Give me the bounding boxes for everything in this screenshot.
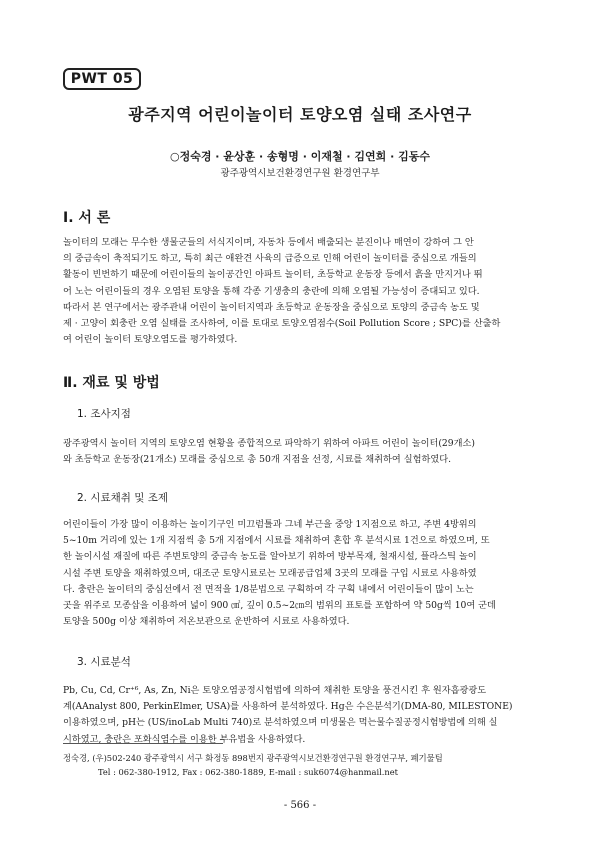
paragraph-line: 시설 주변 토양을 채취하였으며, 대조군 토양시료로는 모래공급업체 3곳의 모래를 구입 시료로 사용하였	[63, 567, 477, 579]
footnote-address: 정숙경, (우)502-240 광주광역시 서구 화정동 898번지 광주광역시보건환경연구원 환경연구부, 폐기물팀	[63, 753, 443, 763]
paragraph-line: 토양을 500g 이상 채취하여 저온보관으로 운반하여 시료로 사용하였다.	[63, 616, 350, 628]
subsection-heading-sampling: 2. 시료채취 및 조제	[77, 492, 169, 504]
subsection-heading-analysis: 3. 시료분석	[77, 656, 131, 668]
paragraph-line: 따라서 본 연구에서는 광주관내 어린이 놀이터지역과 초등학교 운동장을 중심으로 토양의 중금속 농도 및	[63, 301, 480, 313]
paragraph-line: 어 노는 어린이들의 경우 오염된 토양을 통해 각종 기생충의 충란에 의해 오염될 가능성이 증대되고 있다.	[63, 285, 480, 297]
paragraph-line: 다. 충란은 놀이터의 중심선에서 전 면적을 1/8분법으로 구획하여 각 구획 내에서 어린이들이 많이 노는	[63, 583, 474, 595]
paragraph-line: 놀이터의 모래는 무수한 생물군들의 서식지이며, 자동차 등에서 배출되는 분진이나 매연이 강하여 그 안	[63, 237, 474, 248]
introduction-paragraph	[63, 235, 537, 348]
footnote-divider	[63, 743, 223, 744]
page-number: - 566 -	[283, 800, 317, 811]
section-heading-introduction: Ⅰ. 서 론	[63, 210, 111, 226]
author-list: ○정숙경 · 윤상훈 · 송형명 · 이재철 · 김연희 · 김동수	[169, 150, 431, 163]
affiliation: 광주광역시보건환경연구원 환경연구부	[220, 168, 380, 179]
paragraph-line: 여 어린이 놀이터 토양오염도를 평가하였다.	[63, 334, 238, 346]
footnote-contact: Tel : 062-380-1912, Fax : 062-380-1889, E-mail : suk6074@hanmail.net	[98, 767, 398, 777]
paragraph-line: 시하였고, 충란은 포화식염수를 이용한 부유법을 사용하였다.	[63, 733, 306, 745]
subsection-heading-sites: 1. 조사지점	[77, 408, 131, 420]
paragraph-line: 한 놀이시설 재질에 따른 주변토양의 중금속 농도를 알아보기 위하여 방부목재, 철재시설, 플라스틱 놀이	[63, 551, 477, 563]
paragraph-line: 광주광역시 놀이터 지역의 토양오염 현황을 종합적으로 파악하기 위하여 아파트 어린이 놀이터(29개소)	[63, 438, 475, 449]
sites-paragraph	[63, 436, 537, 468]
sampling-paragraph	[63, 517, 537, 630]
paper-title: 광주지역 어린이놀이터 토양오염 실태 조사연구	[128, 105, 472, 124]
session-code-badge: PWT 05	[63, 68, 141, 90]
analysis-paragraph	[63, 683, 537, 748]
paragraph-line: 의 중금속이 축적되기도 하고, 특히 최근 애완견 사육의 급증으로 인해 어린이 놀이터를 중심으로 개들의	[63, 253, 477, 265]
paragraph-line: 활동이 빈번하기 때문에 어린이들의 놀이공간인 아파트 놀이터, 초등학교 운동장 등에서 흙을 만지거나 뛰	[63, 269, 483, 281]
paragraph-line: 와 초등학교 운동장(21개소) 모래를 중심으로 총 50개 지점을 선정, 시료를 채취하여 실험하였다.	[63, 454, 452, 466]
paragraph-line: 계(AAnalyst 800, PerkinElmer, USA)를 사용하여 분석하였다. Hg은 수은분석기(DMA-80, MILESTONE)	[63, 701, 513, 713]
paragraph-line: 5~10m 거리에 있는 1개 지점씩 총 5개 지점에서 시료를 채취하여 혼합 후 분석시료 1건으로 하였으며, 또	[63, 535, 490, 547]
paragraph-line: 이용하였으며, pH는 (US/inoLab Multi 740)로 분석하였으며 미생물은 먹는물수질공정시험방법에 의해 실	[63, 717, 498, 729]
paragraph-line: Pb, Cu, Cd, Cr⁺⁶, As, Zn, Ni은 토양오염공정시험법에 의하여 채취한 토양을 풍건시킨 후 원자흡광광도	[63, 685, 487, 696]
paragraph-line: 제 · 고양이 회충란 오염 실태를 조사하여, 이를 토대로 토양오염점수(Soil Pollution Score ; SPC)를 산출하	[63, 318, 501, 330]
paragraph-line: 어린이들이 가장 많이 이용하는 놀이기구인 미끄럼틀과 그네 부근을 중앙 1지점으로 하고, 주변 4방위의	[63, 519, 477, 530]
paragraph-line: 곳을 위주로 모종삽을 이용하여 넓이 900 ㎠, 깊이 0.5~2㎝의 범위의 표토를 포함하여 약 50g씩 10여 군데	[63, 600, 496, 612]
section-heading-methods: Ⅱ. 재료 및 방법	[63, 375, 160, 391]
